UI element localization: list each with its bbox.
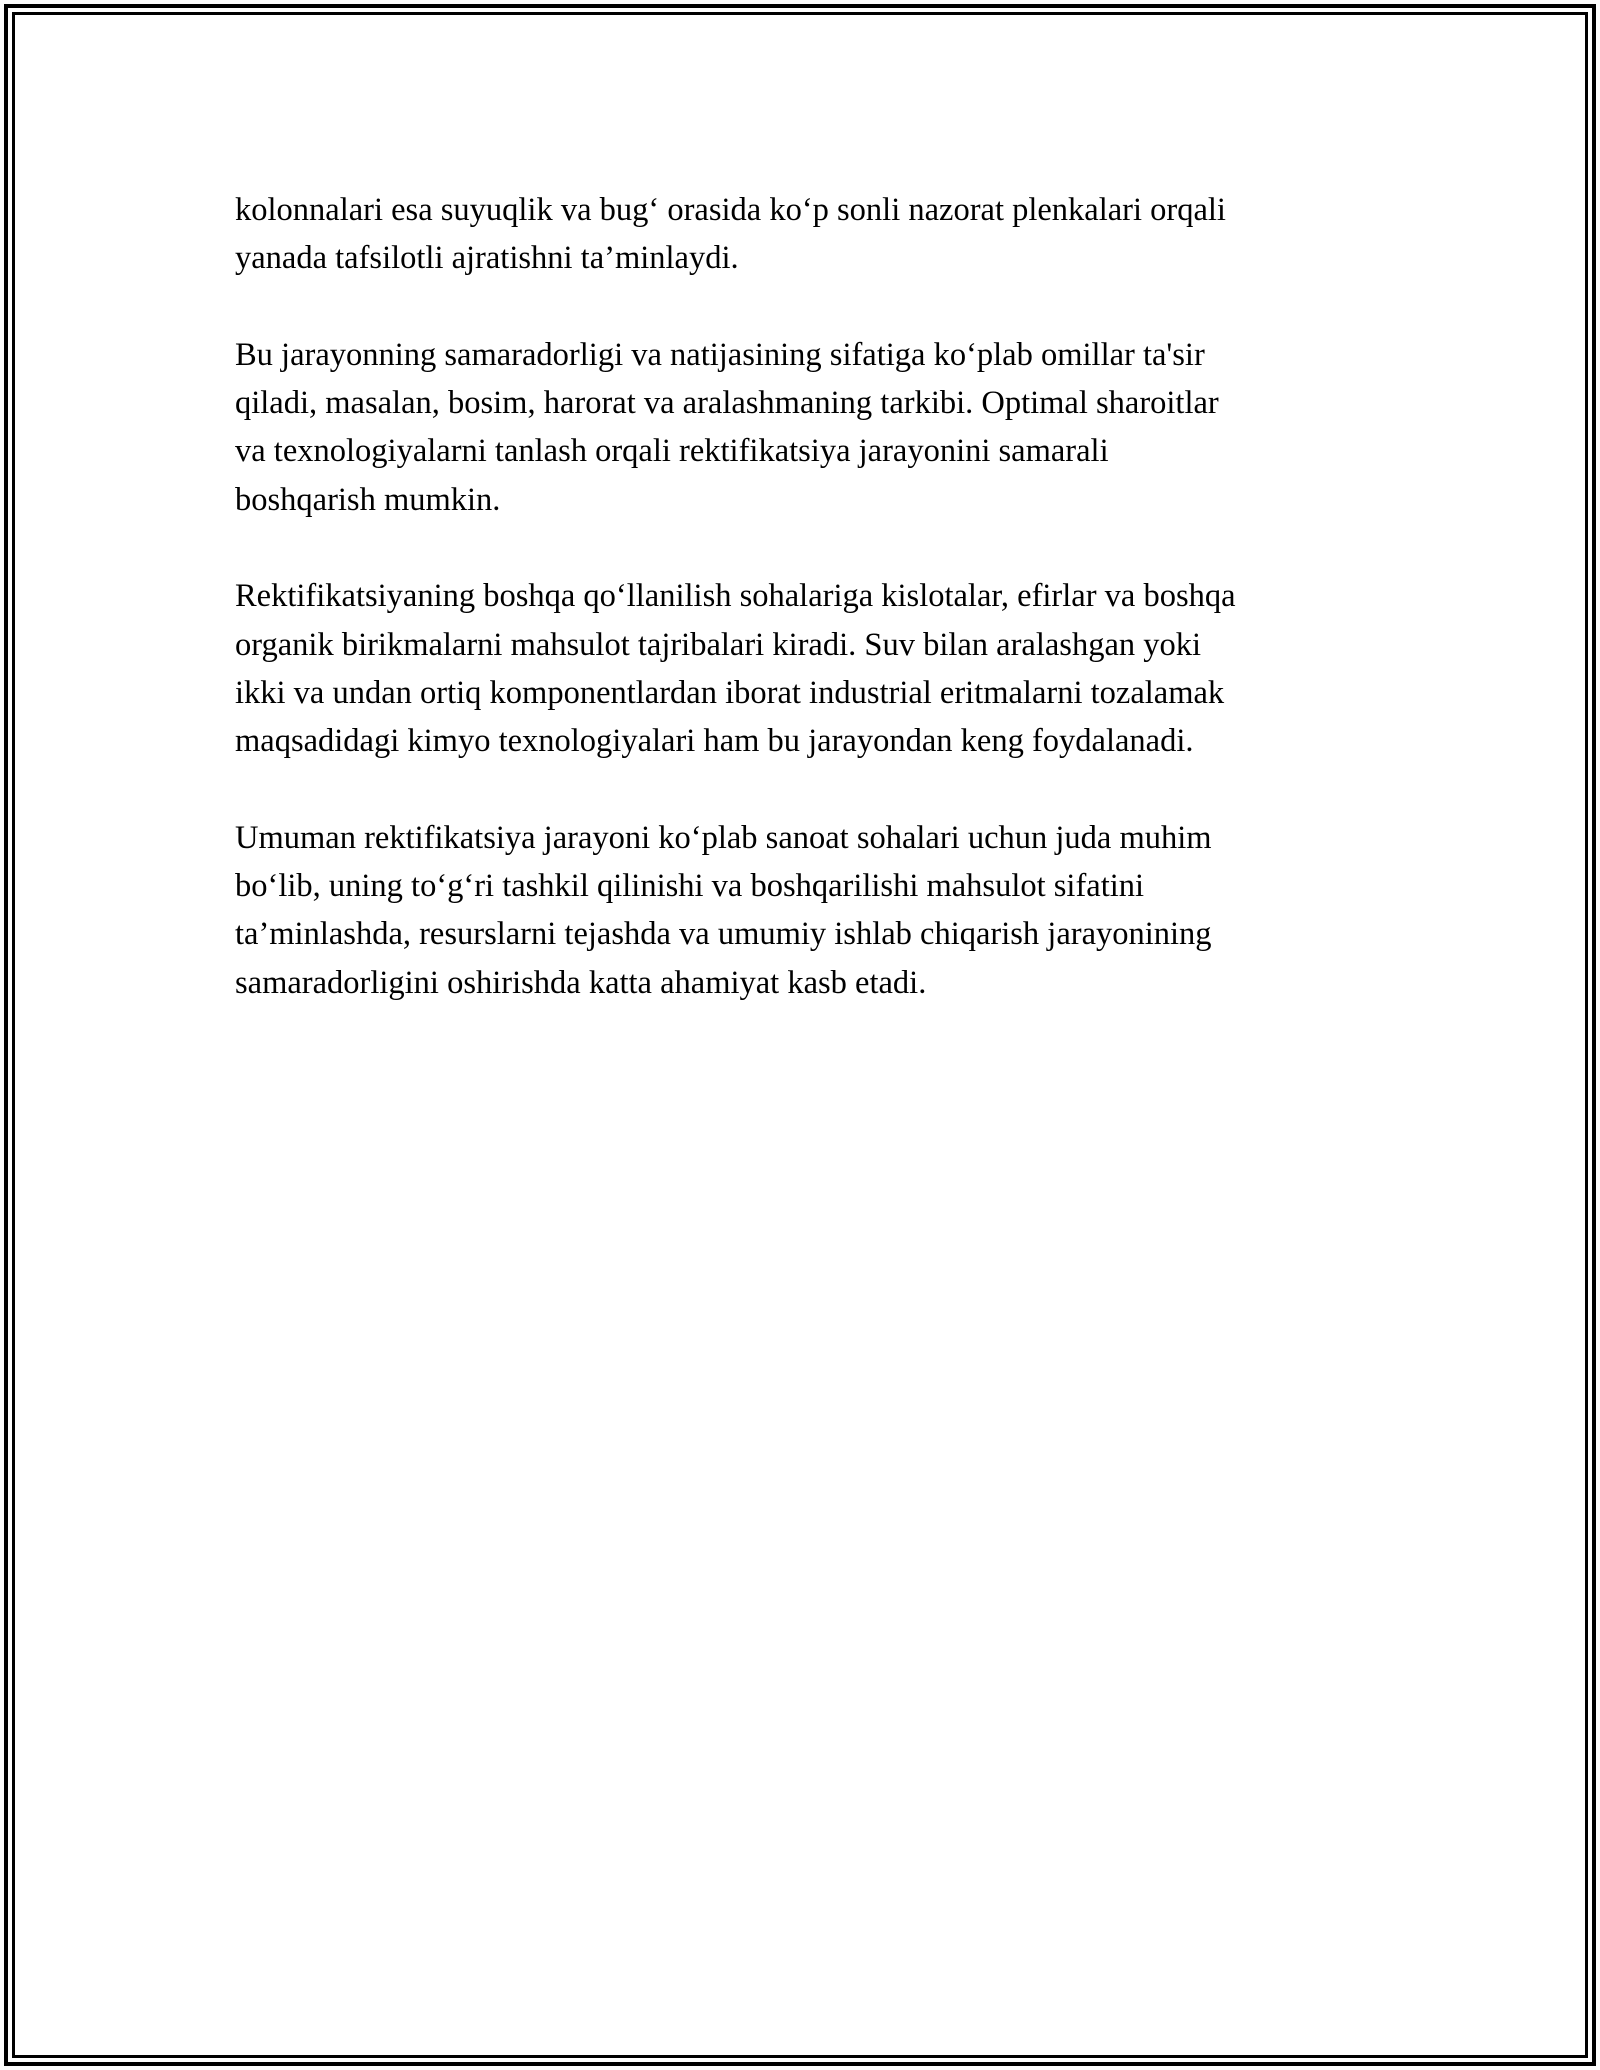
text-line: va texnologiyalarni tanlash orqali rektifikatsiya jarayonini samarali <box>235 433 1109 470</box>
text-line: kolonnalari esa suyuqlik va bug‘ orasida ko‘p sonli nazorat plenkalari orqali <box>235 192 1226 228</box>
text-line: organik birikmalarni mahsulot tajribalari kiradi. Suv bilan aralashgan yoki <box>235 626 1202 663</box>
text-line: maqsadidagi kimyo texnologiyalari ham bu jarayondan keng foydalanadi. <box>235 723 1194 760</box>
paragraph-4 <box>235 814 1375 1007</box>
text-line: Bu jarayonning samaradorligi va natijasining sifatiga ko‘plab omillar ta'sir <box>235 336 1205 373</box>
text-line: bo‘lib, uning to‘g‘ri tashkil qilinishi va boshqarilishi mahsulot sifatini <box>235 868 1145 905</box>
text-line: boshqarish mumkin. <box>235 481 501 518</box>
text-line: ikki va undan ortiq komponentlardan iborat industrial eritmalarni tozalamak <box>235 674 1225 711</box>
text-line: Rektifikatsiyaning boshqa qo‘llanilish sohalariga kislotalar, efirlar va boshqa <box>235 578 1236 615</box>
text-line: yanada tafsilotli ajratishni ta’minlaydi. <box>235 240 739 277</box>
text-line: Umuman rektifikatsiya jarayoni ko‘plab sanoat sohalari uchun juda muhim <box>235 819 1212 856</box>
text-line: samaradorligini oshirishda katta ahamiyat kasb etadi. <box>235 964 927 1001</box>
paragraph-3 <box>235 572 1375 765</box>
paragraph-1 <box>235 186 1375 283</box>
text-line: ta’minlashda, resurslarni tejashda va umumiy ishlab chiqarish jarayonining <box>235 916 1212 953</box>
paragraph-2 <box>235 331 1375 524</box>
text-line: qiladi, masalan, bosim, harorat va aralashmaning tarkibi. Optimal sharoitlar <box>235 385 1219 422</box>
document-body <box>235 186 1375 1055</box>
